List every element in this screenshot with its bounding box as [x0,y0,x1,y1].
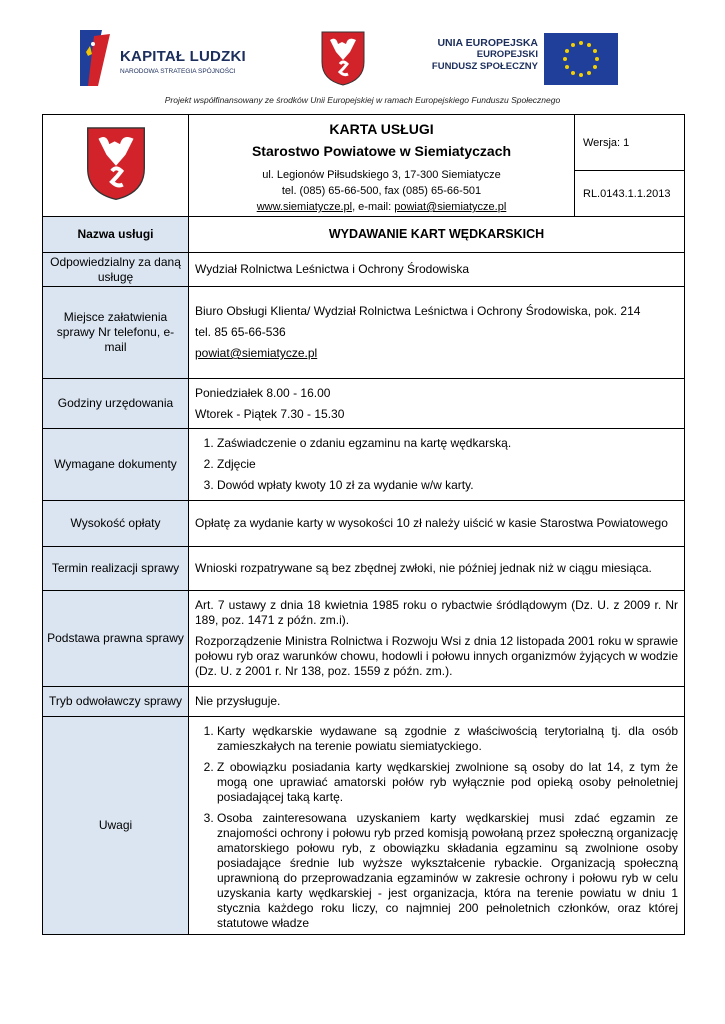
notes-list [195,724,678,931]
deadline-value: Wnioski rozpatrywane są bez zbędnej zwłoki, nie później jednak niż w ciągu miesiąca. [189,547,685,591]
row-deadline [43,547,685,591]
hours-value [189,379,685,429]
documents-value [189,429,685,501]
row-notes [43,717,685,935]
row-appeal [43,687,685,717]
header-row-1 [43,115,685,171]
place-text: Biuro Obsługi Klienta/ Wydział Rolnictwa Leśnictwa i Ochrony Środowiska, pok. 214 [195,304,641,318]
eu-text [432,37,538,73]
office-address: ul. Legionów Piłsudskiego 3, 17-300 Siemiatycze [262,169,501,181]
responsible-label: Odpowiedzialny za daną usługę [43,253,189,287]
notes-label: Uwagi [43,717,189,935]
kapital-ludzki-logo [80,30,260,86]
kapital-ludzki-title: KAPITAŁ LUDZKI [120,48,246,65]
hours-line-1: Poniedziałek 8.00 - 16.00 [195,385,331,400]
appeal-value: Nie przysługuje. [189,687,685,717]
office-name: Starostwo Powiatowe w Siemiatyczach [251,143,512,159]
legal-basis-1: Art. 7 ustawy z dnia 18 kwietnia 1985 roku o rybactwie śródlądowym (Dz. U. z 2009 r. Nr 189, poz. 1471 z późn. zm.i). [195,598,678,627]
email-link[interactable]: powiat@siemiatycze.pl [394,201,507,213]
note-item: 3. Osoba zainteresowana uzyskaniem karty wędkarskiej musi zdać egzamin ze znajomości ochrony i połowu ryb przed komisją powołaną przez społeczną organizację amatorskiego połowu ryb, z obowiązku składania egzaminu są zwolnione osoby posiadające średnie lub wyższe wykształcenie rybackie. Organizacją społeczną uprawnioną do przeprowadzania egzaminów w zakresie ochrony i połowu ryb w celu uzyskania karty wędkarskiej - jest organizacja, która na terenie powiatu w dniu 1 stycznia każdego roku liczy, co najmniej 200 pełnoletnich członków, oraz której statutowe władze [217,811,678,931]
office-phone-fax: tel. (085) 65-66-500, fax (085) 65-66-501 [281,185,482,197]
fee-value: Opłatę za wydanie karty w wysokości 10 zł należy uiścić w kasie Starostwa Powiatowego [189,501,685,547]
fee-label: Wysokość opłaty [43,501,189,547]
row-fee [43,501,685,547]
notes-value [189,717,685,935]
legal-basis-2: Rozporządzenie Ministra Rolnictwa i Rozwoju Wsi z dnia 12 listopada 2001 roku w sprawie połowu ryb oraz warunków chowu, hodowli i połowu innych organizmów żyjących w wodzie (Dz. U. z 2001 r. Nr 138, poz. 1559 z późn. zm.). [195,634,678,678]
logos-header [0,0,725,95]
eu-line1: UNIA EUROPEJSKA [437,37,538,49]
legal-value [189,591,685,687]
document-item: 1. Zaświadczenie o zdaniu egzaminu na kartę wędkarską. [217,436,678,451]
legal-label: Podstawa prawna sprawy [43,591,189,687]
office-web-email [189,199,574,215]
county-crest-logo [320,30,366,86]
website-link[interactable]: www.siemiatycze.pl [256,201,353,213]
office-contact [189,167,574,215]
place-label: Miejsce załatwienia sprawy Nr telefonu, e-mail [43,287,189,379]
header-crest-icon [85,125,147,201]
eu-logo [428,33,618,85]
documents-list [195,436,678,493]
place-phone: tel. 85 65-66-536 [195,325,286,339]
row-responsible [43,253,685,287]
funding-note: Projekt współfinansowany ze środków Unii Europejskiej w ramach Europejskiego Funduszu Społecznego [164,95,561,105]
row-legal [43,591,685,687]
header-crest-cell [43,115,189,217]
eu-flag-icon [544,33,618,85]
eu-line2: EUROPEJSKI [476,49,538,60]
service-name-value: WYDAWANIE KART WĘDKARSKICH [189,217,685,253]
document-item: 2. Zdjęcie [217,457,678,472]
hours-label: Godziny urzędowania [43,379,189,429]
header-main-cell [189,115,575,217]
row-hours [43,379,685,429]
email-label: , e-mail: [352,201,395,213]
place-email-link[interactable]: powiat@siemiatycze.pl [195,346,318,360]
row-documents [43,429,685,501]
note-item: 2. Z obowiązku posiadania karty wędkarskiej zwolnione są osoby do lat 14, z tym że mogą one uprawiać amatorski połów ryb wyłącznie pod opieką osoby pełnoletniej posiadającej taką kartę. [217,760,678,805]
eu-line3: FUNDUSZ SPOŁECZNY [431,61,538,72]
deadline-label: Termin realizacji sprawy [43,547,189,591]
kapital-ludzki-subtitle: NARODOWA STRATEGIA SPÓJNOŚCI [120,68,236,75]
row-service-name [43,217,685,253]
hours-line-2: Wtorek - Piątek 7.30 - 15.30 [195,406,345,421]
place-value [189,287,685,379]
service-name-label: Nazwa usługi [43,217,189,253]
responsible-value: Wydział Rolnictwa Leśnictwa i Ochrony Środowiska [189,253,685,287]
kapital-ludzki-mark-icon [80,30,110,86]
document-item: 3. Dowód wpłaty kwoty 10 zł za wydanie w/w karty. [217,478,678,493]
card-title: KARTA USŁUGI [329,121,434,137]
row-place [43,287,685,379]
service-card-table [42,114,685,935]
version-cell: Wersja: 1 [575,115,685,171]
code-cell: RL.0143.1.1.2013 [575,171,685,217]
appeal-label: Tryb odwoławczy sprawy [43,687,189,717]
documents-label: Wymagane dokumenty [43,429,189,501]
note-item: 1. Karty wędkarskie wydawane są zgodnie z właściwością terytorialną tj. dla osób zamieszkałych na terenie powiatu siemiatyckiego. [217,724,678,754]
